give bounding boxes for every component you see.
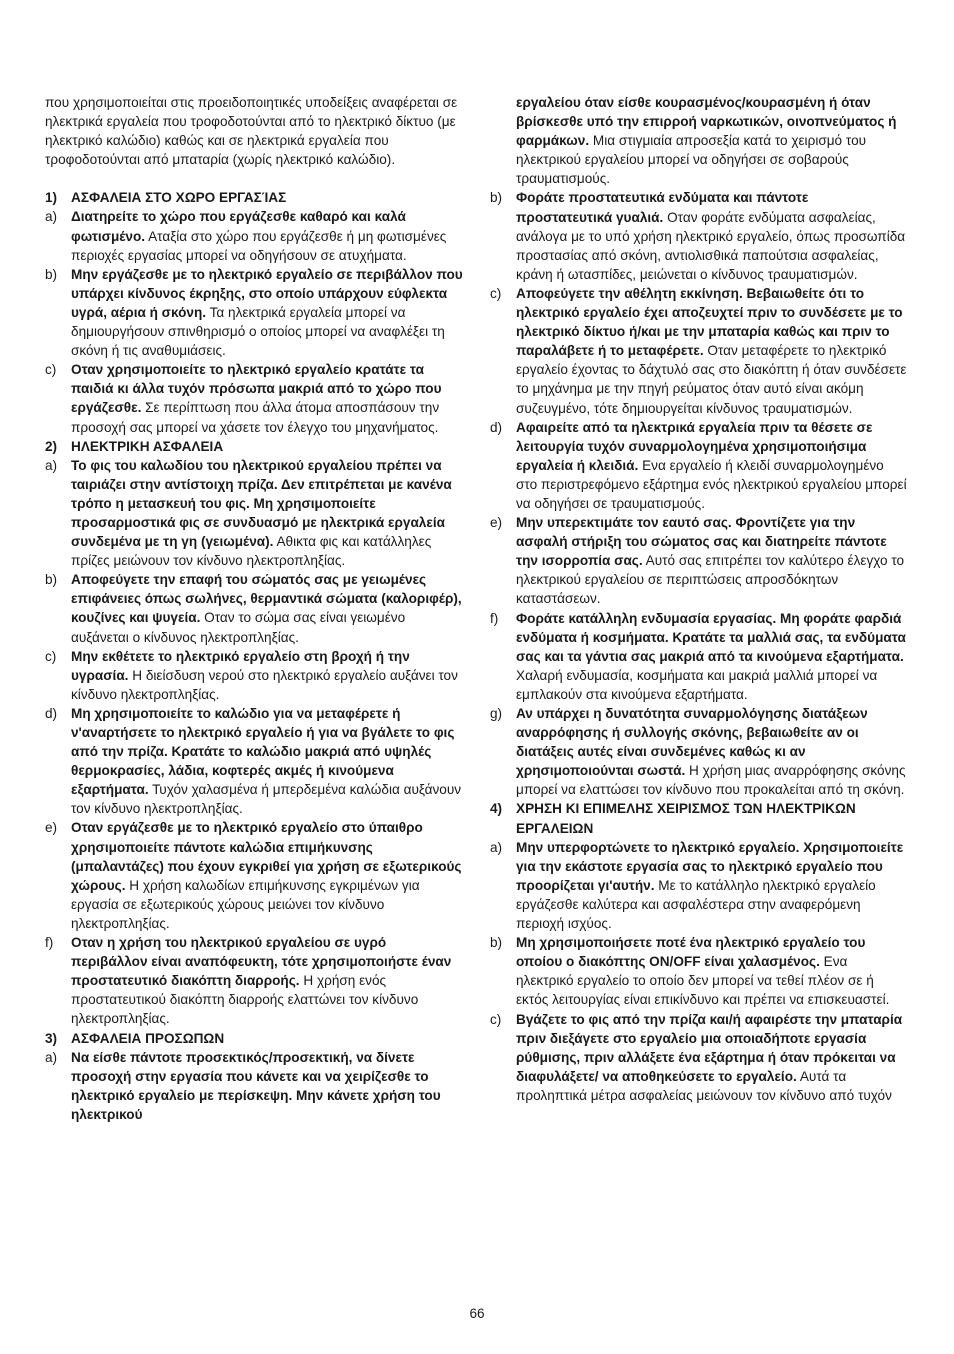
list-item	[490, 188, 908, 283]
item-bold-text: Αφαιρείτε από τα ηλεκτρικά εργαλεία πριν τα θέσετε σε λειτουργία τυχόν συναρμολογημένα χρησιμοποιήσιμα εργαλεία ή κλειδιά.	[516, 419, 873, 473]
list-item	[490, 513, 908, 608]
section-title: ΗΛΕΚΤΡΙΚΗ ΑΣΦΑΛΕΙΑ	[71, 438, 224, 454]
section-title: ΧΡΗΣΗ ΚΙ ΕΠΙΜΕΛΗΣ ΧΕΙΡΙΣΜΟΣ ΤΩΝ ΗΛΕΚΤΡΙΚΩΝ ΕΡΓΑΛΕΙΩΝ	[516, 801, 856, 836]
item-letter: a)	[45, 457, 58, 473]
item-letter: c)	[490, 285, 502, 301]
list-item	[45, 265, 465, 360]
item-bold-text: Οταν η χρήση του ηλεκτρικού εργαλείου σε υγρό περιβάλλον είναι αναπόφευκτη, τότε χρησιμοποιήστε έναν προστατευτικό διακόπτη διαρροής.	[71, 935, 452, 989]
item-letter: b)	[45, 572, 58, 588]
item-text: Οταν φοράτε ενδύματα ασφαλείας, ανάλογα με το υπό χρήση ηλεκτρικό εργαλείο, όπως προσωπίδα προστασίας από σκόνη, αντιολισθικά παπούτσια ασφαλείας, κράνη ή ωτασπίδες, μειώνεται ο κίνδυνος τραυματισμών.	[516, 209, 906, 282]
item-text: Χαλαρή ενδυμασία, κοσμήματα και μακριά μαλλιά μπορεί να εμπλακούν στα κινούμενα εξαρτήματα.	[516, 667, 878, 702]
item-text: Οταν το σώμα σας είναι γειωμένο αυξάνεται ο κίνδυνος ηλεκτροπληξίας.	[71, 610, 406, 645]
item-text: Με το κατάλληλο ηλεκτρικό εργαλείο εργάζεσθε καλύτερα και ασφαλέστερα στην αναφερόμενη περιοχή ισχύος.	[516, 877, 876, 932]
item-bold-text: Να είσθε πάντοτε προσεκτικός/προσεκτική, να δίνετε προσοχή στην εργασία που κάνετε και να χειρίζεσθε το ηλεκτρικό εργαλείο με περίσκεψη. Μην κάνετε χρήση του ηλεκτρικού	[71, 1049, 441, 1122]
item-letter: d)	[45, 705, 58, 721]
left-column	[45, 93, 465, 1124]
section-number: 4)	[490, 801, 503, 817]
item-text: Αθικτα φις και κατάλληλες πρίζες μειώνουν τον κίνδυνο ηλεκτροπληξίας.	[71, 534, 432, 569]
item-bold-text: Μην υπερφορτώνετε το ηλεκτρικό εργαλείο. Χρησιμοποιείτε για την εκάστοτε εργασία σας το ηλεκτρικό εργαλείο που προορίζεται γι'αυτήν.	[516, 839, 904, 893]
item-bold-text: Το φις του καλωδίου του ηλεκτρικού εργαλείου πρέπει να ταιριάζει στην αντίστοιχη πρίζα. Δεν επιτρέπεται με κανένα τρόπο η μετασκευή του φις. Μη χρησιμοποιείτε προσαρμοστικά φις σε συνδυασμό με ηλεκτρικά εργαλεία συνδεμένα με τη γη (γειωμένα).	[71, 457, 452, 550]
list-item-continuation	[490, 93, 908, 188]
item-letter: e)	[45, 820, 58, 836]
item-letter: b)	[45, 266, 58, 282]
section-number: 1)	[45, 190, 58, 206]
item-bold-text: Μη χρησιμοποιείτε το καλώδιο για να μεταφέρετε ή ν'αναρτήσετε το ηλεκτρικό εργαλείο ή για να βγάλετε το φις από την πρίζα. Κρατάτε το καλώδιο μακριά από υψηλές θερμοκρασίες, λάδια, κοφτερές ακμές ή κινούμενα εξαρτήματα.	[71, 705, 455, 798]
item-text: Ενα ηλεκτρικό εργαλείο το οποίο δεν μπορεί να τεθεί πλέον σε ή εκτός λειτουργίας είναι επικίνδυνο και πρέπει να επισκευαστεί.	[516, 954, 890, 1008]
list-item	[490, 838, 908, 933]
item-text: Αυτό σας επιτρέπει τον καλύτερο έλεγχο το ηλεκτρικού εργαλείου σε περιπτώσεις απροσδόκητων καταστάσεων.	[516, 553, 905, 607]
item-letter: c)	[490, 1011, 502, 1027]
section-title: ΑΣΦΑΛΕΙΑ ΣΤΟ ΧΩΡΟ ΕΡΓΑΣΊΑΣ	[71, 190, 287, 206]
list-item	[45, 647, 465, 704]
item-bold-text: Αποφεύγετε την αθέλητη εκκίνηση. Βεβαιωθείτε ότι το ηλεκτρικό εργαλείο έχει αποζευχτεί πριν το συνδέσετε με το ηλεκτρικό δίκτυο ή/και με την μπαταρία καθώς και πριν το παραλάβετε ή το μεταφέρετε.	[516, 285, 903, 359]
item-text: Αταξία στο χώρο που εργάζεσθε ή μη φωτισμένες περιοχές εργασίας μπορεί να οδηγήσουν σε ατυχήματα.	[71, 228, 447, 263]
section-number: 2)	[45, 438, 58, 454]
list-item	[490, 1010, 908, 1105]
item-letter: a)	[45, 209, 58, 225]
item-letter: b)	[490, 935, 503, 951]
section-number: 3)	[45, 1030, 58, 1046]
item-letter: a)	[490, 839, 503, 855]
item-text: Η διείσδυση νερού στο ηλεκτρικό εργαλείο αυξάνει τον κίνδυνο ηλεκτροπληξίας.	[71, 667, 458, 702]
list-item	[45, 207, 465, 264]
item-letter: d)	[490, 419, 503, 435]
item-letter: f)	[490, 610, 499, 626]
page-number: 66	[469, 1306, 485, 1321]
right-column	[490, 93, 908, 1105]
list-item	[45, 570, 465, 646]
list-item	[45, 1048, 465, 1124]
list-item	[45, 704, 465, 819]
item-bold-text: Διατηρείτε το χώρο που εργάζεσθε καθαρό και καλά φωτισμένο.	[71, 209, 406, 244]
item-bold-text: Μην εκθέτετε το ηλεκτρικό εργαλείο στη βροχή ή την υγρασία.	[71, 648, 410, 683]
item-letter: c)	[45, 648, 57, 664]
item-text: Η χρήση καλωδίων επιμήκυνσης εγκριμένων για εργασία σε εξωτερικούς χώρους μειώνει τον κίνδυνο ηλεκτροπληξίας.	[71, 877, 420, 931]
item-text: Οταν μεταφέρετε το ηλεκτρικό εργαλείο έχοντας το δάχτυλό σας στο διακόπτη ή όταν συνδέσετε το μηχάνημα με την πηγή ρεύματος όταν αυτό είναι ακόμη συζευγμένο, τότε δημιουργείται κίνδυνος τραυματισμών.	[516, 343, 907, 416]
item-letter: g)	[490, 706, 503, 721]
item-text: Τα ηλεκτρικά εργαλεία μπορεί να δημιουργήσουν σπινθηρισμό ο οποίος μπορεί να αναφλέξει τη σκόνη ή τις αναθυμιάσεις.	[71, 304, 445, 359]
spacer	[45, 169, 465, 188]
item-letter: f)	[45, 935, 54, 951]
item-text: Η χρήση μιας αναρρόφησης σκόνης μπορεί να ελαττώσει τον κίνδυνο που προκαλείται από τη σκόνη.	[516, 763, 906, 798]
list-item	[45, 818, 465, 933]
section-heading	[45, 188, 465, 207]
list-item	[490, 418, 908, 513]
item-letter: c)	[45, 362, 57, 378]
item-bold-text: Φοράτε προστατευτικά ενδύματα και πάντοτε προστατευτικά γυαλιά.	[516, 190, 809, 225]
item-text: Τυχόν χαλασμένα ή μπερδεμένα καλώδια αυξάνουν τον κίνδυνο ηλεκτροπληξίας.	[71, 782, 462, 817]
item-letter: a)	[45, 1049, 58, 1065]
item-text: Μια στιγμιαία απροσεξία κατά το χειρισμό του ηλεκτρικού εργαλείου μπορεί να οδηγήσει σε σοβαρούς τραυματισμούς.	[516, 133, 867, 187]
item-text: Αυτά τα προληπτικά μέτρα ασφαλείας μειώνουν τον κίνδυνο από τυχόν	[516, 1068, 892, 1103]
item-text: Σε περίπτωση που άλλα άτομα αποσπάσουν την προσοχή σας μπορεί να χάσετε τον έλεγχο του μηχανήματος.	[71, 400, 440, 435]
item-bold-text: Μην υπερεκτιμάτε τον εαυτό σας. Φροντίζετε για την ασφαλή στήριξη του σώματος σας και διατηρείτε πάντοτε την ισορροπία σας.	[516, 515, 887, 569]
item-bold-text: Φοράτε κατάλληλη ενδυμασία εργασίας. Μη φοράτε φαρδιά ενδύματα ή κοσμήματα. Κρατάτε τα μαλλιά σας, τα ενδύματα σας και τα γάντια σας μακριά από τα κινούμενα εξαρτήματα.	[516, 610, 906, 664]
item-letter: b)	[490, 190, 503, 206]
item-bold-text: εργαλείου όταν είσθε κουρασμένος/κουρασμένη ή όταν βρίσκεσθε υπό την επιρροή ναρκωτικών, οινοπνεύματος ή φαρμάκων.	[516, 95, 897, 149]
item-letter: e)	[490, 515, 503, 531]
list-item	[45, 360, 465, 436]
section-heading	[45, 437, 465, 456]
item-text: Η χρήση ενός προστατευτικού διακόπτη διαρροής ελαττώνει τον κίνδυνο ηλεκτροπληξίας.	[71, 973, 419, 1027]
section-title: ΑΣΦΑΛΕΙΑ ΠΡΟΣΩΠΩΝ	[71, 1030, 225, 1046]
list-item	[490, 704, 908, 799]
item-bold-text: Βγάζετε το φις από την πρίζα και/ή αφαιρέστε την μπαταρία πριν διεξάγετε στο εργαλείο μια οποιαδήποτε εργασία ρύθμισης, πριν αλλάξετε ένα εξάρτημα ή όταν πρόκειται να διαφυλάξετε/ να αποθηκεύσετε το εργαλείο.	[516, 1011, 903, 1084]
list-item	[490, 609, 908, 704]
list-item	[45, 933, 465, 1028]
item-bold-text: Οταν χρησιμοποιείτε το ηλεκτρικό εργαλείο κρατάτε τα παιδιά κι άλλα τυχόν πρόσωπα μακριά από το χώρο που εργάζεσθε.	[71, 362, 442, 416]
item-bold-text: Αν υπάρχει η δυνατότητα συναρμολόγησης διατάξεων αναρρόφησης ή συλλογής σκόνης, βεβαιωθείτε αν οι διατάξεις αυτές είναι συνδεμένες καθώς κι αν χρησιμοποιούνται σωστά.	[516, 706, 868, 779]
item-bold-text: Οταν εργάζεσθε με το ηλεκτρικό εργαλείο στο ύπαιθρο χρησιμοποιείτε πάντοτε καλώδια επιμήκυνσης (μπαλαντάζες) που έχουν εγκριθεί για χρήση σε εξωτερικούς χώρους.	[71, 820, 462, 893]
list-item	[490, 284, 908, 418]
item-bold-text: Μην εργάζεσθε με το ηλεκτρικό εργαλείο σε περιβάλλον που υπάρχει κίνδυνος έκρηξης, στο οποίο υπάρχουν εύφλεκτα υγρά, αέρια ή σκόνη.	[71, 266, 463, 320]
section-heading	[45, 1029, 465, 1048]
item-bold-text: Μη χρησιμοποιήσετε ποτέ ένα ηλεκτρικό εργαλείο του οποίου ο διακόπτης ON/OFF είναι χαλασμένος.	[516, 935, 866, 970]
section-heading	[490, 799, 908, 837]
list-item	[490, 933, 908, 1009]
list-item	[45, 456, 465, 571]
intro-paragraph: που χρησιμοποιείται στις προειδοποιητικές υποδείξεις αναφέρεται σε ηλεκτρικά εργαλεία που τροφοδοτούνται από το ηλεκτρικό δίκτυο (με ηλεκτρικό καλώδιο) καθώς και σε ηλεκτρικά εργαλεία που τροφοδοτούνται από μπαταρία (χωρίς ηλεκτρικό καλώδιο).	[45, 95, 458, 168]
item-bold-text: Αποφεύγετε την επαφή του σώματός σας με γειωμένες επιφάνειες όπως σωλήνες, θερμαντικά σώματα (καλοριφέρ), κουζίνες και ψυγεία.	[71, 572, 462, 626]
item-text: Ενα εργαλείο ή κλειδί συναρμολογημένο στο περιστρεφόμενο εξάρτημα ενός ηλεκτρικού εργαλείου μπορεί να οδηγήσει σε τραυματισμούς.	[516, 457, 907, 511]
